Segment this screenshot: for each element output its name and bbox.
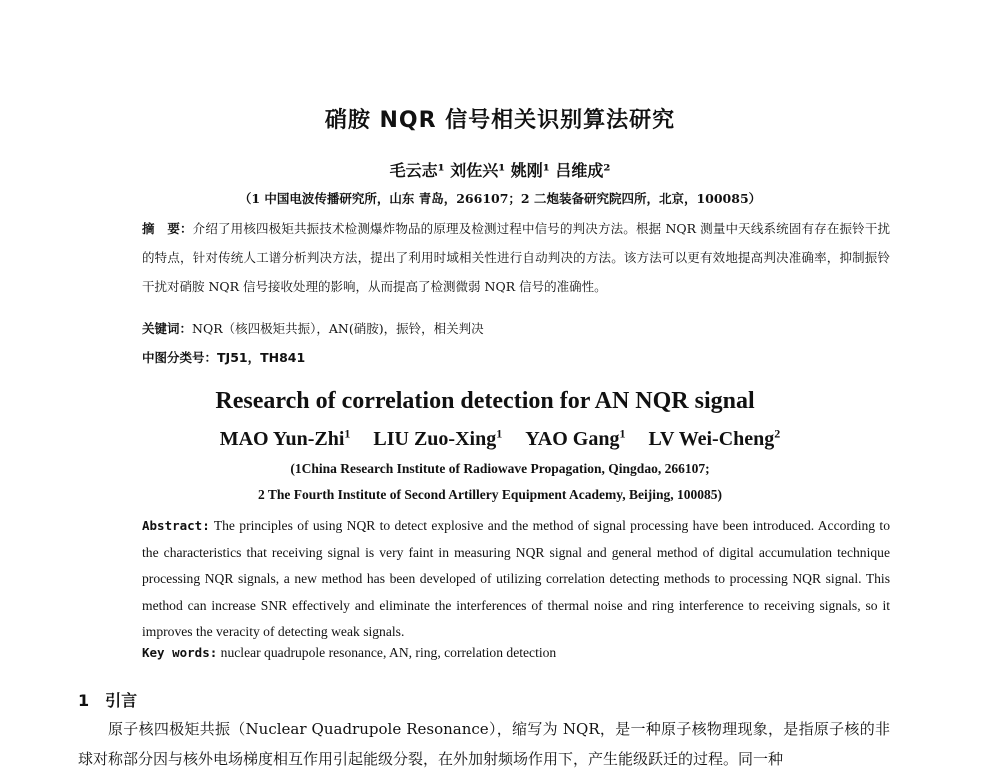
author-entry bbox=[220, 428, 351, 450]
chinese-classification bbox=[142, 348, 890, 366]
english-abstract-text: The principles of using NQR to detect explosive and the method of signal processing have been introduced. According to the characteristics that receiving signal is very faint in measuring NQR signal and general method of digital accumulation technique processing NQR signals, a new method has been developed of utilizing correlation detecting methods to processing NQR signal. This method can increase SNR effectively and eliminate the interferences of thermal noise and ring interference to receiving signals, so it improves the veracity of detecting weak signals. bbox=[142, 518, 890, 639]
intro-paragraph: 原子核四极矩共振（Nuclear Quadrupole Resonance），缩写为 NQR，是一种原子核物理现象，是指原子核的非球对称部分因与核外电场梯度相互作用引起能级分裂，在外加射频场作用下，产生能级跃迁的过程。同一种 bbox=[78, 720, 890, 768]
english-affiliation-1: (1China Research Institute of Radiowave Propagation, Qingdao, 266107; bbox=[290, 461, 710, 476]
classification-label: 中图分类号： bbox=[142, 350, 218, 365]
author-affiliation-mark: 1 bbox=[496, 426, 503, 440]
author-affiliation-mark: 2 bbox=[774, 426, 781, 440]
english-abstract-label: Abstract: bbox=[142, 518, 210, 533]
chinese-keywords-label: 关键词： bbox=[142, 321, 193, 336]
english-keywords bbox=[142, 645, 890, 661]
english-affiliation-2: 2 The Fourth Institute of Second Artillery Equipment Academy, Beijing, 100085) bbox=[257, 487, 722, 502]
chinese-keywords bbox=[142, 319, 890, 337]
chinese-abstract bbox=[142, 214, 890, 301]
author-name: MAO Yun-Zhi bbox=[219, 427, 345, 450]
chinese-keywords-text: NQR（核四极矩共振），AN(硝胺)，振铃，相关判决 bbox=[192, 321, 484, 336]
section-heading bbox=[78, 688, 137, 711]
english-abstract bbox=[142, 513, 890, 646]
author-affiliation-mark: 1 bbox=[344, 426, 351, 440]
section-title: 引言 bbox=[105, 691, 138, 710]
author-name: LV Wei-Cheng bbox=[648, 427, 775, 450]
chinese-abstract-text: 介绍了用核四极矩共振技术检测爆炸物品的原理及检测过程中信号的判决方法。根据 NQR 测量中天线系统固有存在振铃干扰的特点，针对传统人工谱分析判决方法，提出了利用时域相关性进行自动判决的方法。该方法可以更有效地提高判决准确率，抑制振铃干扰对硝胺 NQR 信号接收处理的影响，从而提高了检测微弱 NQR 信号的准确性。 bbox=[142, 221, 890, 294]
classification-text: TJ51，TH841 bbox=[217, 350, 306, 365]
chinese-authors: 毛云志¹ 刘佐兴¹ 姚刚¹ 吕维成² bbox=[389, 161, 611, 180]
author-affiliation-mark: 1 bbox=[619, 426, 626, 440]
author-name: YAO Gang bbox=[525, 427, 620, 450]
author-entry bbox=[373, 428, 502, 450]
author-name: LIU Zuo-Xing bbox=[373, 427, 497, 450]
chinese-affiliation: （1 中国电波传播研究所，山东 青岛，266107；2 二炮装备研究院四所，北京，100085） bbox=[238, 191, 762, 206]
english-authors bbox=[0, 426, 1000, 451]
author-entry bbox=[525, 428, 625, 450]
author-entry bbox=[649, 428, 781, 450]
english-keywords-label: Key words: bbox=[142, 645, 218, 660]
chinese-title: 硝胺 NQR 信号相关识别算法研究 bbox=[324, 108, 676, 133]
chinese-abstract-label: 摘 要： bbox=[142, 221, 193, 236]
english-title: Research of correlation detection for AN NQR signal bbox=[215, 388, 755, 414]
english-keywords-text: nuclear quadrupole resonance, AN, ring, correlation detection bbox=[217, 645, 557, 660]
section-number: 1 bbox=[78, 691, 90, 710]
